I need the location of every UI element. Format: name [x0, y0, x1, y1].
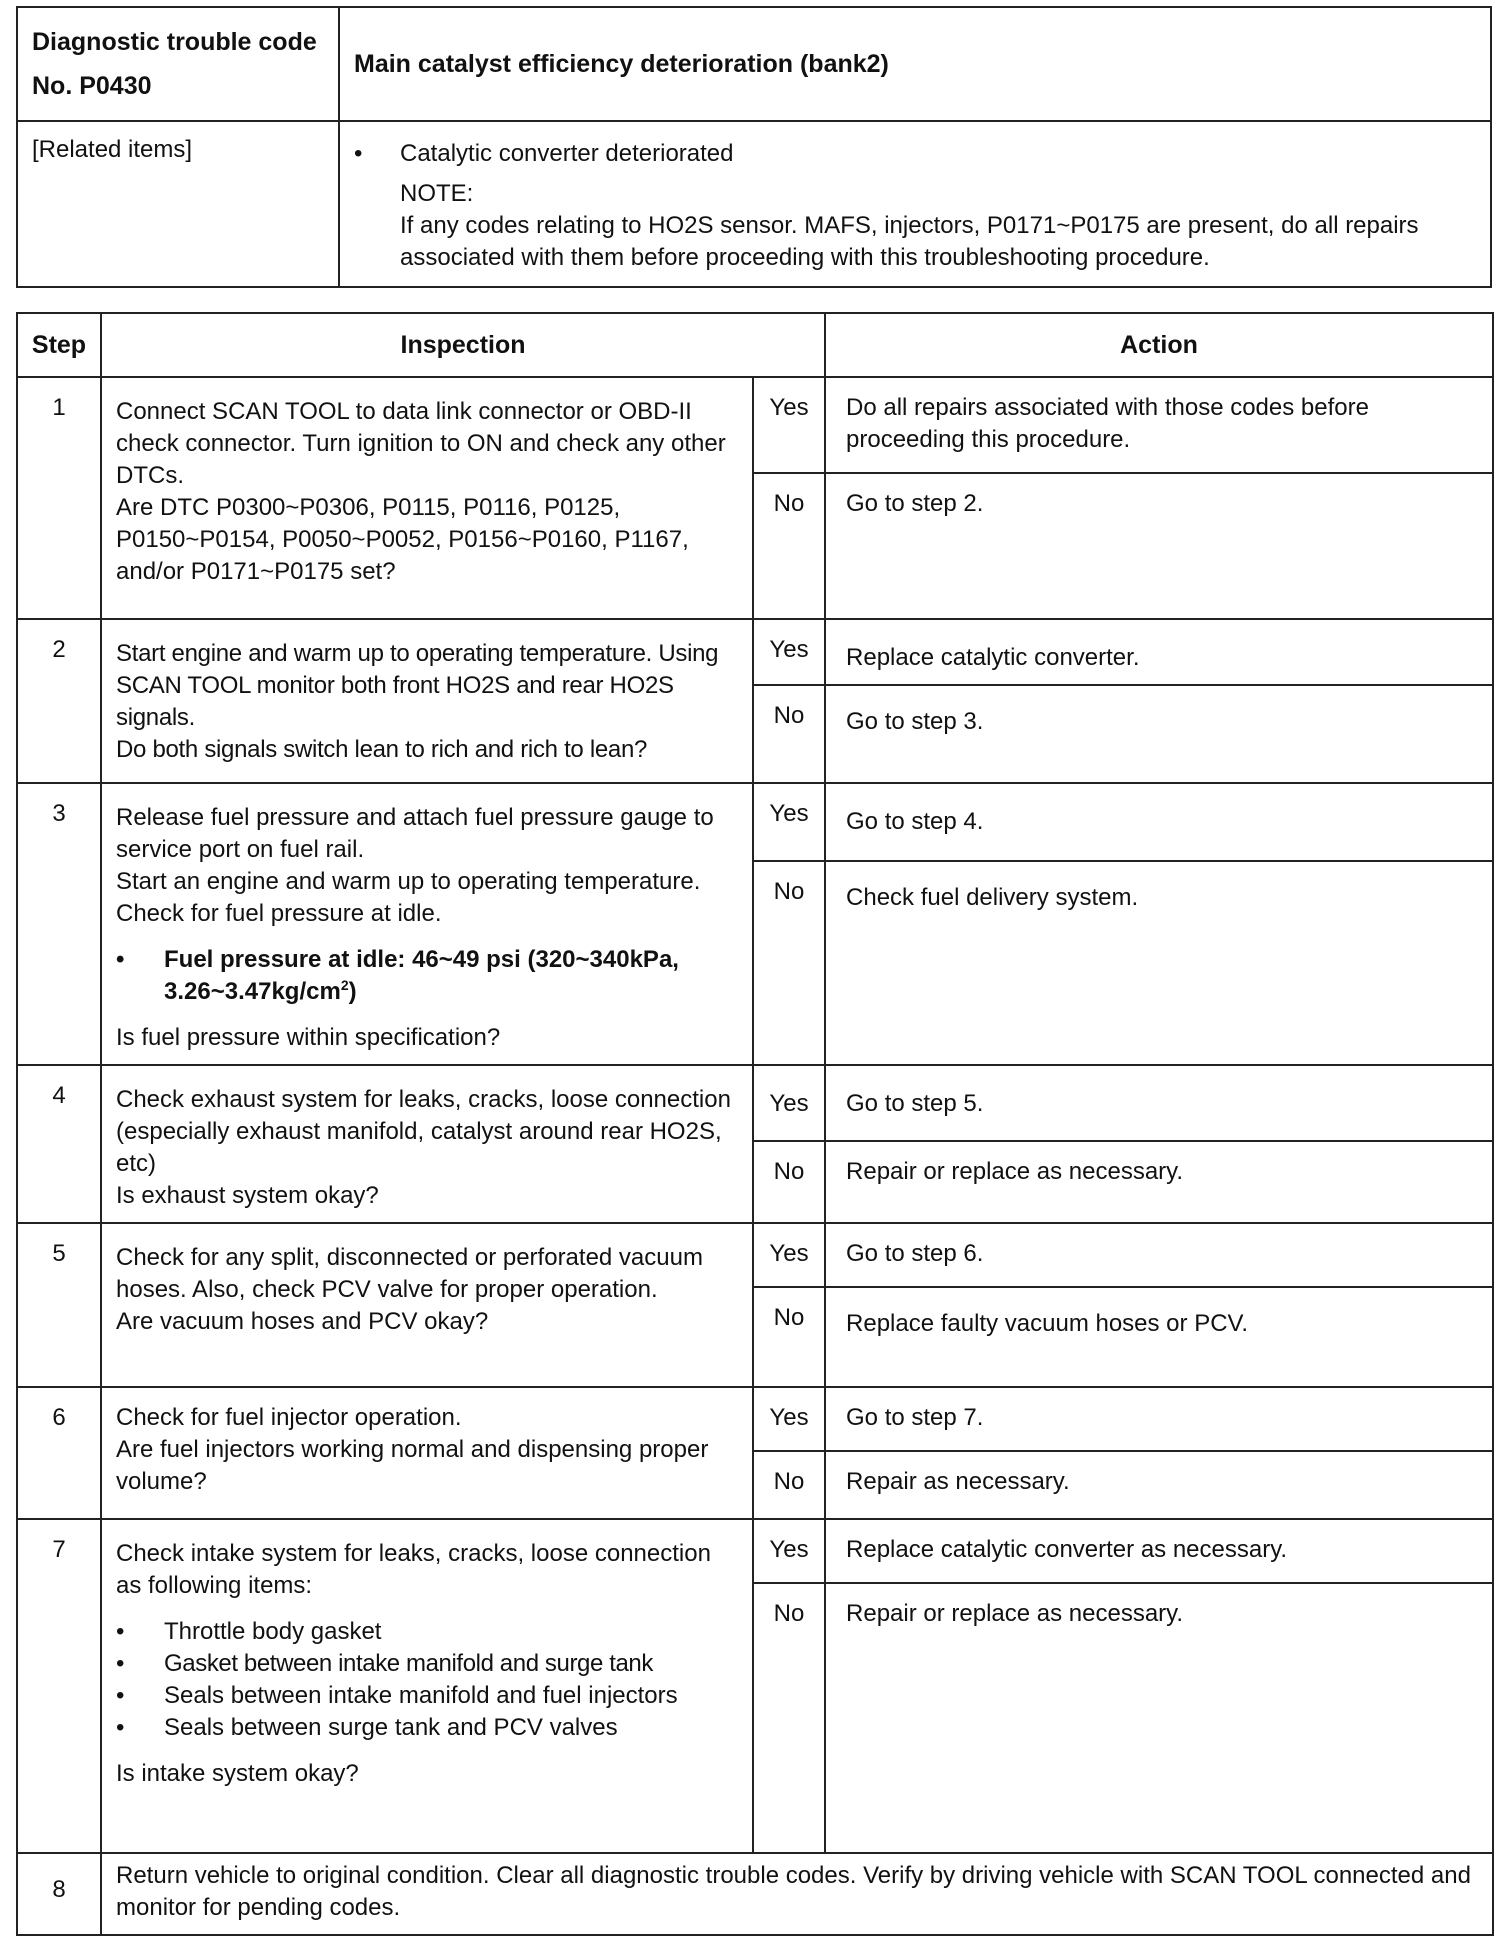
yes-action: Replace catalytic converter as necessary.: [825, 1519, 1493, 1583]
no-label: No: [753, 685, 825, 783]
inspection-column-header: Inspection: [101, 313, 825, 377]
dtc-header-table: [16, 6, 1492, 288]
step-inspection: Connect SCAN TOOL to data link connector or OBD-II check connector. Turn ignition to ON and check any other DTCs. Are DTC P0300~P0306, P0115, P0116, P0125, P0150~P0154, P0050~P0052, P0156~P0160, P1167, and/or P0171~P0175 set?: [101, 377, 753, 619]
no-label: No: [753, 1583, 825, 1853]
no-action: Replace faulty vacuum hoses or PCV.: [825, 1287, 1493, 1387]
no-label: No: [753, 861, 825, 1065]
step-row: [17, 1853, 1493, 1935]
yes-action: Go to step 7.: [825, 1387, 1493, 1451]
note-label: NOTE:: [400, 180, 474, 207]
no-label: No: [753, 1287, 825, 1387]
step-inspection: Check for any split, disconnected or perforated vacuum hoses. Also, check PCV valve for proper operation. Are vacuum hoses and PCV okay?: [101, 1223, 753, 1387]
step-inspection: Check exhaust system for leaks, cracks, loose connection (especially exhaust manifold, catalyst around rear HO2S, etc) Is exhaust system okay?: [101, 1065, 753, 1223]
intake-items-list: [116, 1616, 738, 1744]
no-action: Repair or replace as necessary.: [825, 1141, 1493, 1223]
step-number: 1: [17, 377, 101, 619]
yes-label: Yes: [753, 1223, 825, 1287]
step-inspection: Start engine and warm up to operating temperature. Using SCAN TOOL monitor both front HO2S and rear HO2S signals. Do both signals switch lean to rich and rich to lean?: [101, 619, 753, 783]
step-column-header: Step: [17, 313, 101, 377]
step-inspection: Check for fuel injector operation. Are fuel injectors working normal and dispensing proper volume?: [101, 1387, 753, 1519]
list-item: • Seals between surge tank and PCV valves: [116, 1712, 738, 1744]
yes-action: Go to step 5.: [825, 1065, 1493, 1141]
dtc-title: Main catalyst efficiency deterioration (bank2): [339, 7, 1491, 121]
fuel-pressure-spec: • Fuel pressure at idle: 46~49 psi (320~340kPa, $3.26\sim 3.47kg/cm^2$): [116, 944, 738, 1008]
step-row: [17, 783, 1493, 861]
bullet-icon: •: [116, 1682, 125, 1709]
bullet-icon: •: [116, 1650, 125, 1677]
step-final-text: Return vehicle to original condition. Clear all diagnostic trouble codes. Verify by driving vehicle with SCAN TOOL connected and monitor for pending codes.: [101, 1853, 1493, 1935]
list-item: • Throttle body gasket: [116, 1616, 738, 1648]
dtc-code-number: No. P0430: [32, 72, 152, 100]
no-action: Repair as necessary.: [825, 1451, 1493, 1519]
step-number: 3: [17, 783, 101, 1065]
no-action: Go to step 3.: [825, 685, 1493, 783]
yes-action: Replace catalytic converter.: [825, 619, 1493, 685]
yes-action: Go to step 6.: [825, 1223, 1493, 1287]
bullet-icon: •: [354, 140, 363, 167]
no-action: Check fuel delivery system.: [825, 861, 1493, 1065]
no-action: Repair or replace as necessary.: [825, 1583, 1493, 1853]
no-action: Go to step 2.: [825, 473, 1493, 619]
dtc-code-label: Diagnostic trouble code: [32, 28, 317, 56]
yes-label: Yes: [753, 1065, 825, 1141]
yes-label: Yes: [753, 377, 825, 473]
yes-label: Yes: [753, 1519, 825, 1583]
no-label: No: [753, 1451, 825, 1519]
action-column-header: Action: [825, 313, 1493, 377]
step-row: [17, 1223, 1493, 1287]
related-items-cell: [339, 121, 1491, 287]
list-item: • Seals between intake manifold and fuel injectors: [116, 1680, 738, 1712]
step-row: [17, 377, 1493, 473]
yes-label: Yes: [753, 619, 825, 685]
dtc-code-cell: [17, 7, 339, 121]
step-row: [17, 619, 1493, 685]
no-label: No: [753, 473, 825, 619]
no-label: No: [753, 1141, 825, 1223]
step-row: [17, 1065, 1493, 1141]
note-text: If any codes relating to HO2S sensor. MAFS, injectors, P0171~P0175 are present, do all repairs associated with them before proceeding with this troubleshooting procedure.: [400, 212, 1419, 271]
step-number: 5: [17, 1223, 101, 1387]
yes-label: Yes: [753, 1387, 825, 1451]
yes-label: Yes: [753, 783, 825, 861]
step-number: 6: [17, 1387, 101, 1519]
bullet-icon: •: [116, 1618, 125, 1645]
step-row: [17, 1387, 1493, 1451]
step-number: 8: [17, 1853, 101, 1935]
list-item: • Gasket between intake manifold and surge tank: [116, 1648, 738, 1680]
step-row: [17, 1519, 1493, 1583]
step-number: 4: [17, 1065, 101, 1223]
step-inspection: Check intake system for leaks, cracks, loose connection as following items: • Throttle body gasket • Gasket between intake manifold and surge tank • Seals between intake manifold and fuel injectors • Seals between surge tank and PCV valves Is intake system okay?: [101, 1519, 753, 1853]
step-number: 2: [17, 619, 101, 783]
bullet-icon: •: [116, 1714, 125, 1741]
step-inspection: Release fuel pressure and attach fuel pressure gauge to service port on fuel rail. Start an engine and warm up to operating temperature. Check for fuel pressure at idle. • Fuel pressure at idle: 46~49 psi (320~340kPa, $3.26\sim 3.47kg/cm^2$) Is fuel pressure within specification?: [101, 783, 753, 1065]
related-items-label: [Related items]: [17, 121, 339, 287]
yes-action: Do all repairs associated with those codes before proceeding this procedure.: [825, 377, 1493, 473]
step-number: 7: [17, 1519, 101, 1853]
troubleshooting-table: [16, 312, 1494, 1936]
yes-action: Go to step 4.: [825, 783, 1493, 861]
related-item: Catalytic converter deteriorated: [400, 140, 734, 167]
bullet-icon: •: [116, 946, 125, 973]
